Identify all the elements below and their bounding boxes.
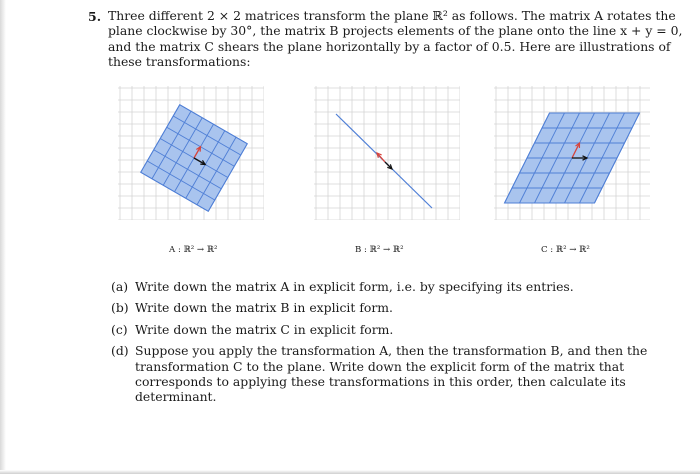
part-label: (a) — [111, 279, 129, 294]
part-text: transformation C to the plane. Write down the explicit form of the matrix that — [135, 358, 625, 374]
projection-illustration — [314, 86, 460, 220]
intro-line: and the matrix C shears the plane horizontally by a factor of 0.5. Here are illustrations of — [108, 38, 671, 54]
part-label: (d) — [111, 343, 129, 359]
part-label: (c) — [111, 321, 128, 337]
caption-c: C : ℝ² → ℝ² — [541, 245, 590, 255]
intro-line: Three different 2 × 2 matrices transform the plane ℝ² as follows. The matrix A rotates the — [108, 8, 676, 23]
part-text: corresponds to applying these transformations in this order, then calculate its — [135, 374, 626, 390]
part-label: (b) — [111, 300, 129, 316]
part-b — [111, 300, 651, 315]
part-c — [111, 322, 651, 337]
part-text: Suppose you apply the transformation A, then the transformation B, and then the — [135, 343, 648, 359]
part-text: Write down the matrix A in explicit form, i.e. by specifying its entries. — [135, 279, 574, 294]
question-number: 5. — [88, 9, 102, 24]
part-a — [111, 279, 651, 294]
part-d — [111, 343, 651, 405]
page-edge-shadow — [0, 0, 6, 474]
question-intro — [108, 8, 683, 70]
caption-b: B : ℝ² → ℝ² — [355, 245, 404, 255]
part-text: Write down the matrix C in explicit form. — [135, 321, 394, 337]
intro-line: these transformations: — [108, 54, 251, 70]
page-bottom-shadow — [0, 470, 700, 474]
rotation-illustration — [118, 86, 264, 220]
question-parts — [111, 279, 651, 411]
shear-illustration — [494, 86, 650, 220]
intro-line: plane clockwise by 30°, the matrix B projects elements of the plane onto the line x + y = 0, — [108, 23, 683, 39]
part-text: Write down the matrix B in explicit form. — [135, 300, 393, 316]
part-text: determinant. — [135, 389, 217, 405]
caption-a: A : ℝ² → ℝ² — [169, 245, 218, 255]
